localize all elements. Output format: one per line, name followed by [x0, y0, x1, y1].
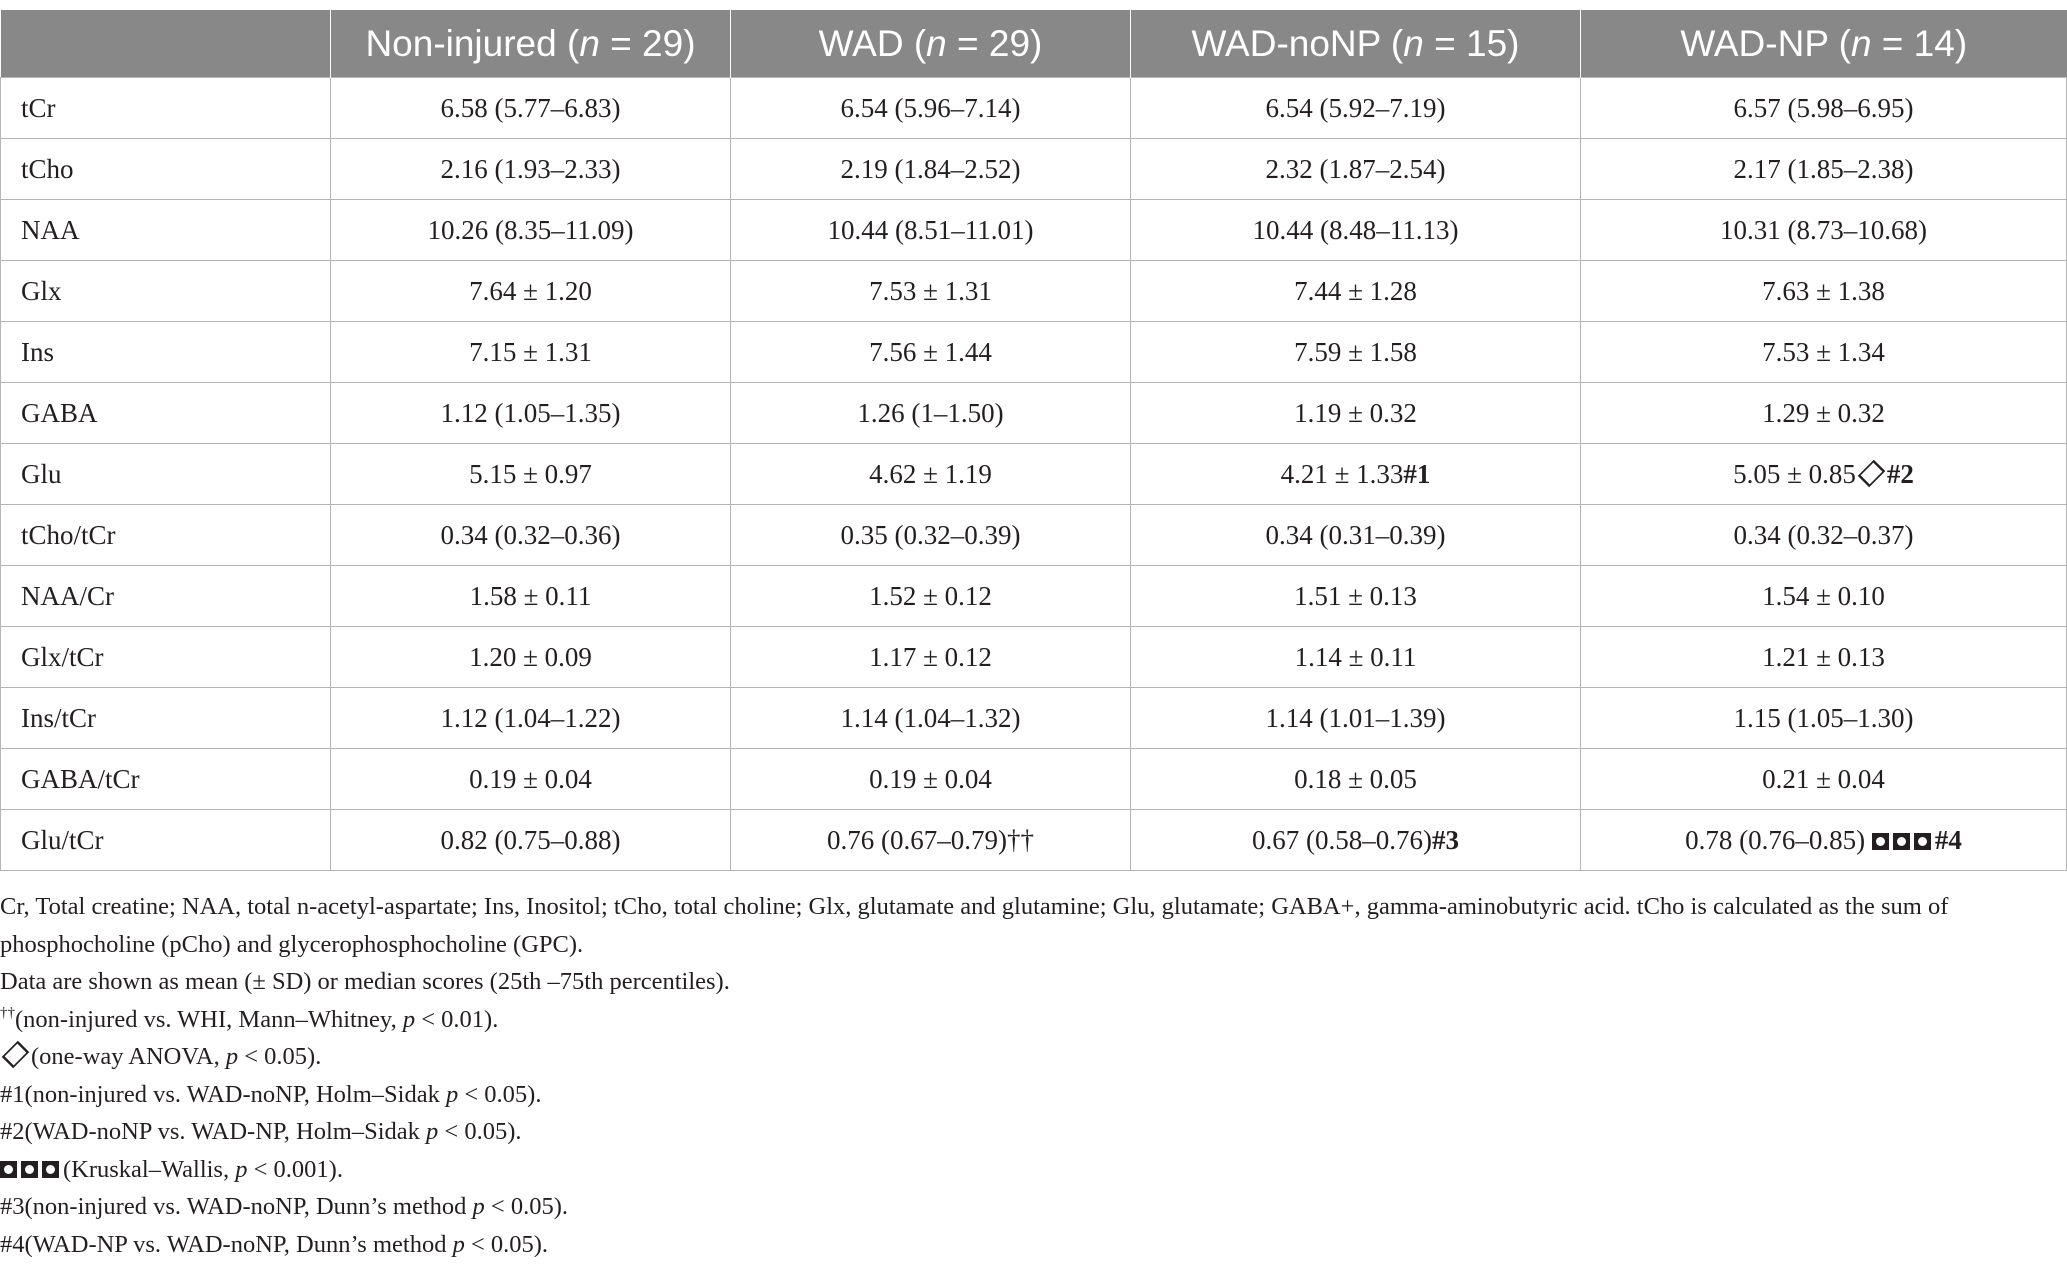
- table-row: [1, 78, 2067, 139]
- table-cell: 1.12 (1.04–1.22): [331, 688, 731, 749]
- table-row: [1, 627, 2067, 688]
- table-cell: 1.12 (1.05–1.35): [331, 383, 731, 444]
- row-label: Glu/tCr: [1, 810, 331, 871]
- table-cell: 7.64 ± 1.20: [331, 261, 731, 322]
- table-cell: 6.58 (5.77–6.83): [331, 78, 731, 139]
- row-label: tCho: [1, 139, 331, 200]
- square-marker-icon: [0, 1161, 17, 1178]
- row-label: Glx: [1, 261, 331, 322]
- table-cell: 0.21 ± 0.04: [1581, 749, 2067, 810]
- table-cell: 6.54 (5.92–7.19): [1131, 78, 1581, 139]
- header-wad-np: WAD-NP (n = 14): [1581, 10, 2067, 78]
- abbreviations-note: Cr, Total creatine; NAA, total n-acetyl-aspartate; Ins, Inositol; tCho, total choline; Glx, glutamate and glutamine; Glu, glutamate; GABA+, gamma-aminobutyric acid. tCho is calculated as the sum of phosphocholine (pCho) and glycerophosphocholine (GPC).: [0, 893, 1949, 958]
- table-cell: 1.26 (1–1.50): [731, 383, 1131, 444]
- row-label: tCr: [1, 78, 331, 139]
- table-cell: 0.19 ± 0.04: [331, 749, 731, 810]
- data-shown-note: Data are shown as mean (± SD) or median scores (25th –75th percentiles).: [0, 968, 730, 995]
- table-cell: 2.17 (1.85–2.38): [1581, 139, 2067, 200]
- table-row: [1, 688, 2067, 749]
- table-cell: 5.15 ± 0.97: [331, 444, 731, 505]
- diamond-note: (one-way ANOVA, p < 0.05).: [0, 1038, 2060, 1076]
- table-row: [1, 383, 2067, 444]
- table-cell: 7.15 ± 1.31: [331, 322, 731, 383]
- table-cell: 1.15 (1.05–1.30): [1581, 688, 2067, 749]
- square-marker-icon: [1914, 833, 1931, 850]
- table-cell: 0.67 (0.58–0.76)#3: [1131, 810, 1581, 871]
- row-label: Glu: [1, 444, 331, 505]
- table-cell: 0.19 ± 0.04: [731, 749, 1131, 810]
- table-cell: 10.44 (8.48–11.13): [1131, 200, 1581, 261]
- square-marker-icon: [21, 1161, 38, 1178]
- table-cell: 6.54 (5.96–7.14): [731, 78, 1131, 139]
- table-cell: 10.26 (8.35–11.09): [331, 200, 731, 261]
- diamond-icon: [2, 1041, 30, 1069]
- table-cell: 0.82 (0.75–0.88): [331, 810, 731, 871]
- header-non-injured: Non-injured (n = 29): [331, 10, 731, 78]
- table-row: [1, 322, 2067, 383]
- table-cell: 7.44 ± 1.28: [1131, 261, 1581, 322]
- row-label: GABA/tCr: [1, 749, 331, 810]
- table-cell: 0.34 (0.32–0.37): [1581, 505, 2067, 566]
- table-row: [1, 200, 2067, 261]
- table-row: [1, 566, 2067, 627]
- table-cell: 0.76 (0.67–0.79)††: [731, 810, 1131, 871]
- square-marker-icon: [1893, 833, 1910, 850]
- table-cell: 0.34 (0.31–0.39): [1131, 505, 1581, 566]
- table-cell: 6.57 (5.98–6.95): [1581, 78, 2067, 139]
- header-wad: WAD (n = 29): [731, 10, 1131, 78]
- table-cell: 10.31 (8.73–10.68): [1581, 200, 2067, 261]
- table-cell: 1.52 ± 0.12: [731, 566, 1131, 627]
- table-cell: 2.32 (1.87–2.54): [1131, 139, 1581, 200]
- header-wad-nonp: WAD-noNP (n = 15): [1131, 10, 1581, 78]
- note-3: #3(non-injured vs. WAD-noNP, Dunn’s method p < 0.05).: [0, 1193, 568, 1220]
- row-label: NAA/Cr: [1, 566, 331, 627]
- table-cell: 1.14 (1.04–1.32): [731, 688, 1131, 749]
- table-cell: 0.78 (0.76–0.85) #4: [1581, 810, 2067, 871]
- table-cell: 7.53 ± 1.31: [731, 261, 1131, 322]
- row-label: NAA: [1, 200, 331, 261]
- row-label: Ins/tCr: [1, 688, 331, 749]
- table-row: [1, 139, 2067, 200]
- table-row: [1, 444, 2067, 505]
- row-label: Ins: [1, 322, 331, 383]
- table-row: [1, 749, 2067, 810]
- kruskal-wallis-note: (Kruskal–Wallis, p < 0.001).: [0, 1151, 2060, 1189]
- table-footnotes: [0, 888, 2060, 1263]
- table-row: [1, 261, 2067, 322]
- table-cell: 7.56 ± 1.44: [731, 322, 1131, 383]
- header-empty: [1, 10, 331, 78]
- dagger-note: ††(non-injured vs. WHI, Mann–Whitney, p < 0.01).: [0, 1004, 499, 1033]
- table-cell: 1.14 (1.01–1.39): [1131, 688, 1581, 749]
- table-cell: 1.54 ± 0.10: [1581, 566, 2067, 627]
- table-cell: 7.53 ± 1.34: [1581, 322, 2067, 383]
- table-cell: 2.19 (1.84–2.52): [731, 139, 1131, 200]
- table-cell: 7.59 ± 1.58: [1131, 322, 1581, 383]
- row-label: tCho/tCr: [1, 505, 331, 566]
- significance-mark: #1: [1403, 458, 1431, 489]
- row-label: GABA: [1, 383, 331, 444]
- square-marker-icon: [1872, 833, 1889, 850]
- table-cell: 7.63 ± 1.38: [1581, 261, 2067, 322]
- row-label: Glx/tCr: [1, 627, 331, 688]
- table-cell: 0.35 (0.32–0.39): [731, 505, 1131, 566]
- note-4: #4(WAD-NP vs. WAD-noNP, Dunn’s method p < 0.05).: [0, 1230, 549, 1258]
- table-row: [1, 810, 2067, 871]
- table-cell: 0.34 (0.32–0.36): [331, 505, 731, 566]
- table-cell: 2.16 (1.93–2.33): [331, 139, 731, 200]
- table-cell: 1.21 ± 0.13: [1581, 627, 2067, 688]
- table-cell: 1.19 ± 0.32: [1131, 383, 1581, 444]
- table-cell: 1.29 ± 0.32: [1581, 383, 2067, 444]
- table-cell: 1.20 ± 0.09: [331, 627, 731, 688]
- table-header-row: [1, 10, 2067, 78]
- table-cell: 5.05 ± 0.85 #2: [1581, 444, 2067, 505]
- metabolite-table: [0, 10, 2067, 871]
- table-cell: 1.58 ± 0.11: [331, 566, 731, 627]
- table-cell: 4.62 ± 1.19: [731, 444, 1131, 505]
- square-marker-icon: [42, 1161, 59, 1178]
- diamond-icon: [1858, 459, 1886, 487]
- table-row: [1, 505, 2067, 566]
- note-1: #1(non-injured vs. WAD-noNP, Holm–Sidak p < 0.05).: [0, 1080, 542, 1108]
- table-cell: 4.21 ± 1.33#1: [1131, 444, 1581, 505]
- table-cell: 1.17 ± 0.12: [731, 627, 1131, 688]
- table-cell: 1.14 ± 0.11: [1131, 627, 1581, 688]
- significance-mark: #3: [1431, 824, 1459, 855]
- table-cell: 0.18 ± 0.05: [1131, 749, 1581, 810]
- significance-mark: #2: [1886, 458, 1914, 489]
- significance-mark: #4: [1934, 824, 1962, 855]
- table-cell: 10.44 (8.51–11.01): [731, 200, 1131, 261]
- table-cell: 1.51 ± 0.13: [1131, 566, 1581, 627]
- note-2: #2(WAD-noNP vs. WAD-NP, Holm–Sidak p < 0.05).: [0, 1118, 522, 1145]
